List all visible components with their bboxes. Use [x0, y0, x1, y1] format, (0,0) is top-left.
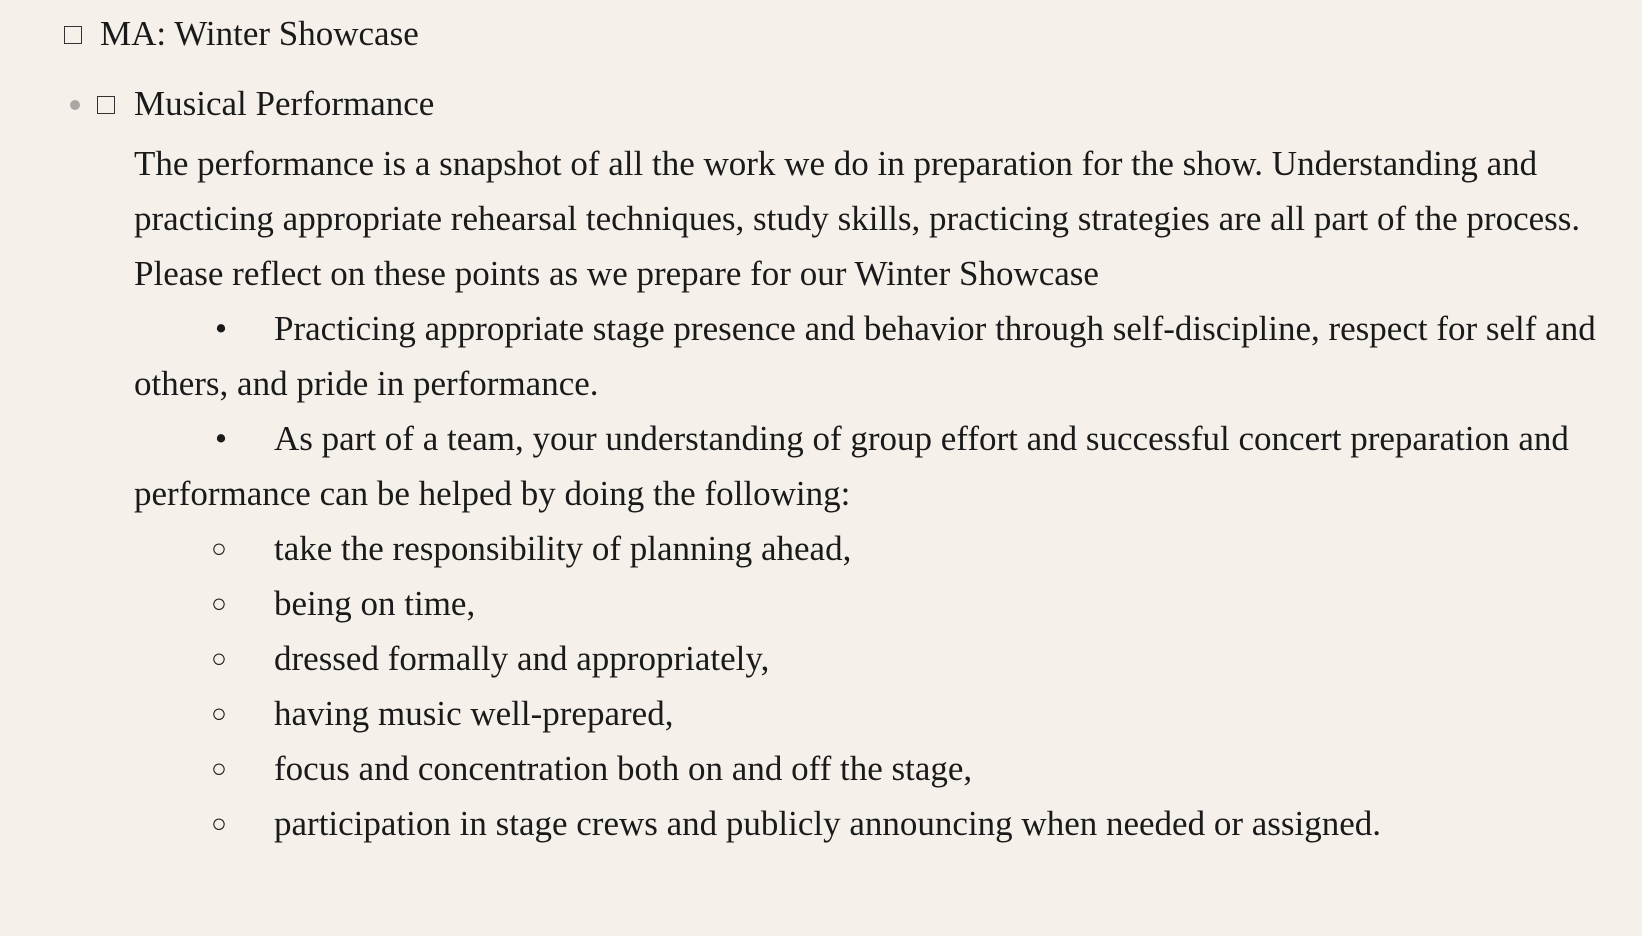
sub-bullet-text: take the responsibility of planning ahead,	[274, 529, 852, 568]
circle-bullet-icon: ○	[211, 754, 227, 783]
child-task-checkbox[interactable]	[97, 96, 115, 114]
sub-bullet-text: being on time,	[274, 584, 476, 623]
bullet-icon: •	[214, 419, 228, 458]
notes-sub-bullet-item	[134, 796, 1624, 851]
sub-bullet-text: having music well-prepared,	[274, 694, 674, 733]
circle-bullet-icon: ○	[211, 589, 227, 618]
sub-bullet-text: focus and concentration both on and off the stage,	[274, 749, 973, 788]
notes-sub-bullet-item	[134, 521, 1624, 576]
notes-sub-bullet-item	[134, 576, 1624, 631]
sub-bullet-text: participation in stage crews and publicly announcing when needed or assigned.	[274, 804, 1382, 843]
notes-bullet-item	[134, 411, 1624, 521]
circle-bullet-icon: ○	[211, 644, 227, 673]
notes-sub-bullet-item	[134, 741, 1624, 796]
circle-bullet-icon: ○	[211, 699, 227, 728]
bullet-text: Practicing appropriate stage presence and behavior through self-discipline, respect for self and others, and pride in performance.	[134, 309, 1596, 403]
parent-task-title[interactable]: MA: Winter Showcase	[100, 14, 419, 53]
bullet-icon: •	[214, 309, 228, 348]
parent-task-checkbox[interactable]	[64, 26, 82, 44]
notes-sub-bullet-item	[134, 686, 1624, 741]
notes-intro: The performance is a snapshot of all the work we do in preparation for the show. Understanding and practicing appropriate rehearsal techniques, study skills, practicing strategies are all part of the process. Please reflect on these points as we prepare for our Winter Showcase	[134, 144, 1581, 293]
notes-bullet-item	[134, 301, 1624, 411]
circle-bullet-icon: ○	[211, 534, 227, 563]
bullet-text: As part of a team, your understanding of group effort and successful concert preparation and performance can be helped by doing the following:	[134, 419, 1569, 513]
circle-bullet-icon: ○	[211, 809, 227, 838]
child-task-title[interactable]: Musical Performance	[134, 84, 435, 123]
task-notes[interactable]	[134, 136, 1624, 851]
notes-sub-bullet-item	[134, 631, 1624, 686]
sub-bullet-text: dressed formally and appropriately,	[274, 639, 770, 678]
drag-handle-icon[interactable]	[70, 100, 80, 110]
